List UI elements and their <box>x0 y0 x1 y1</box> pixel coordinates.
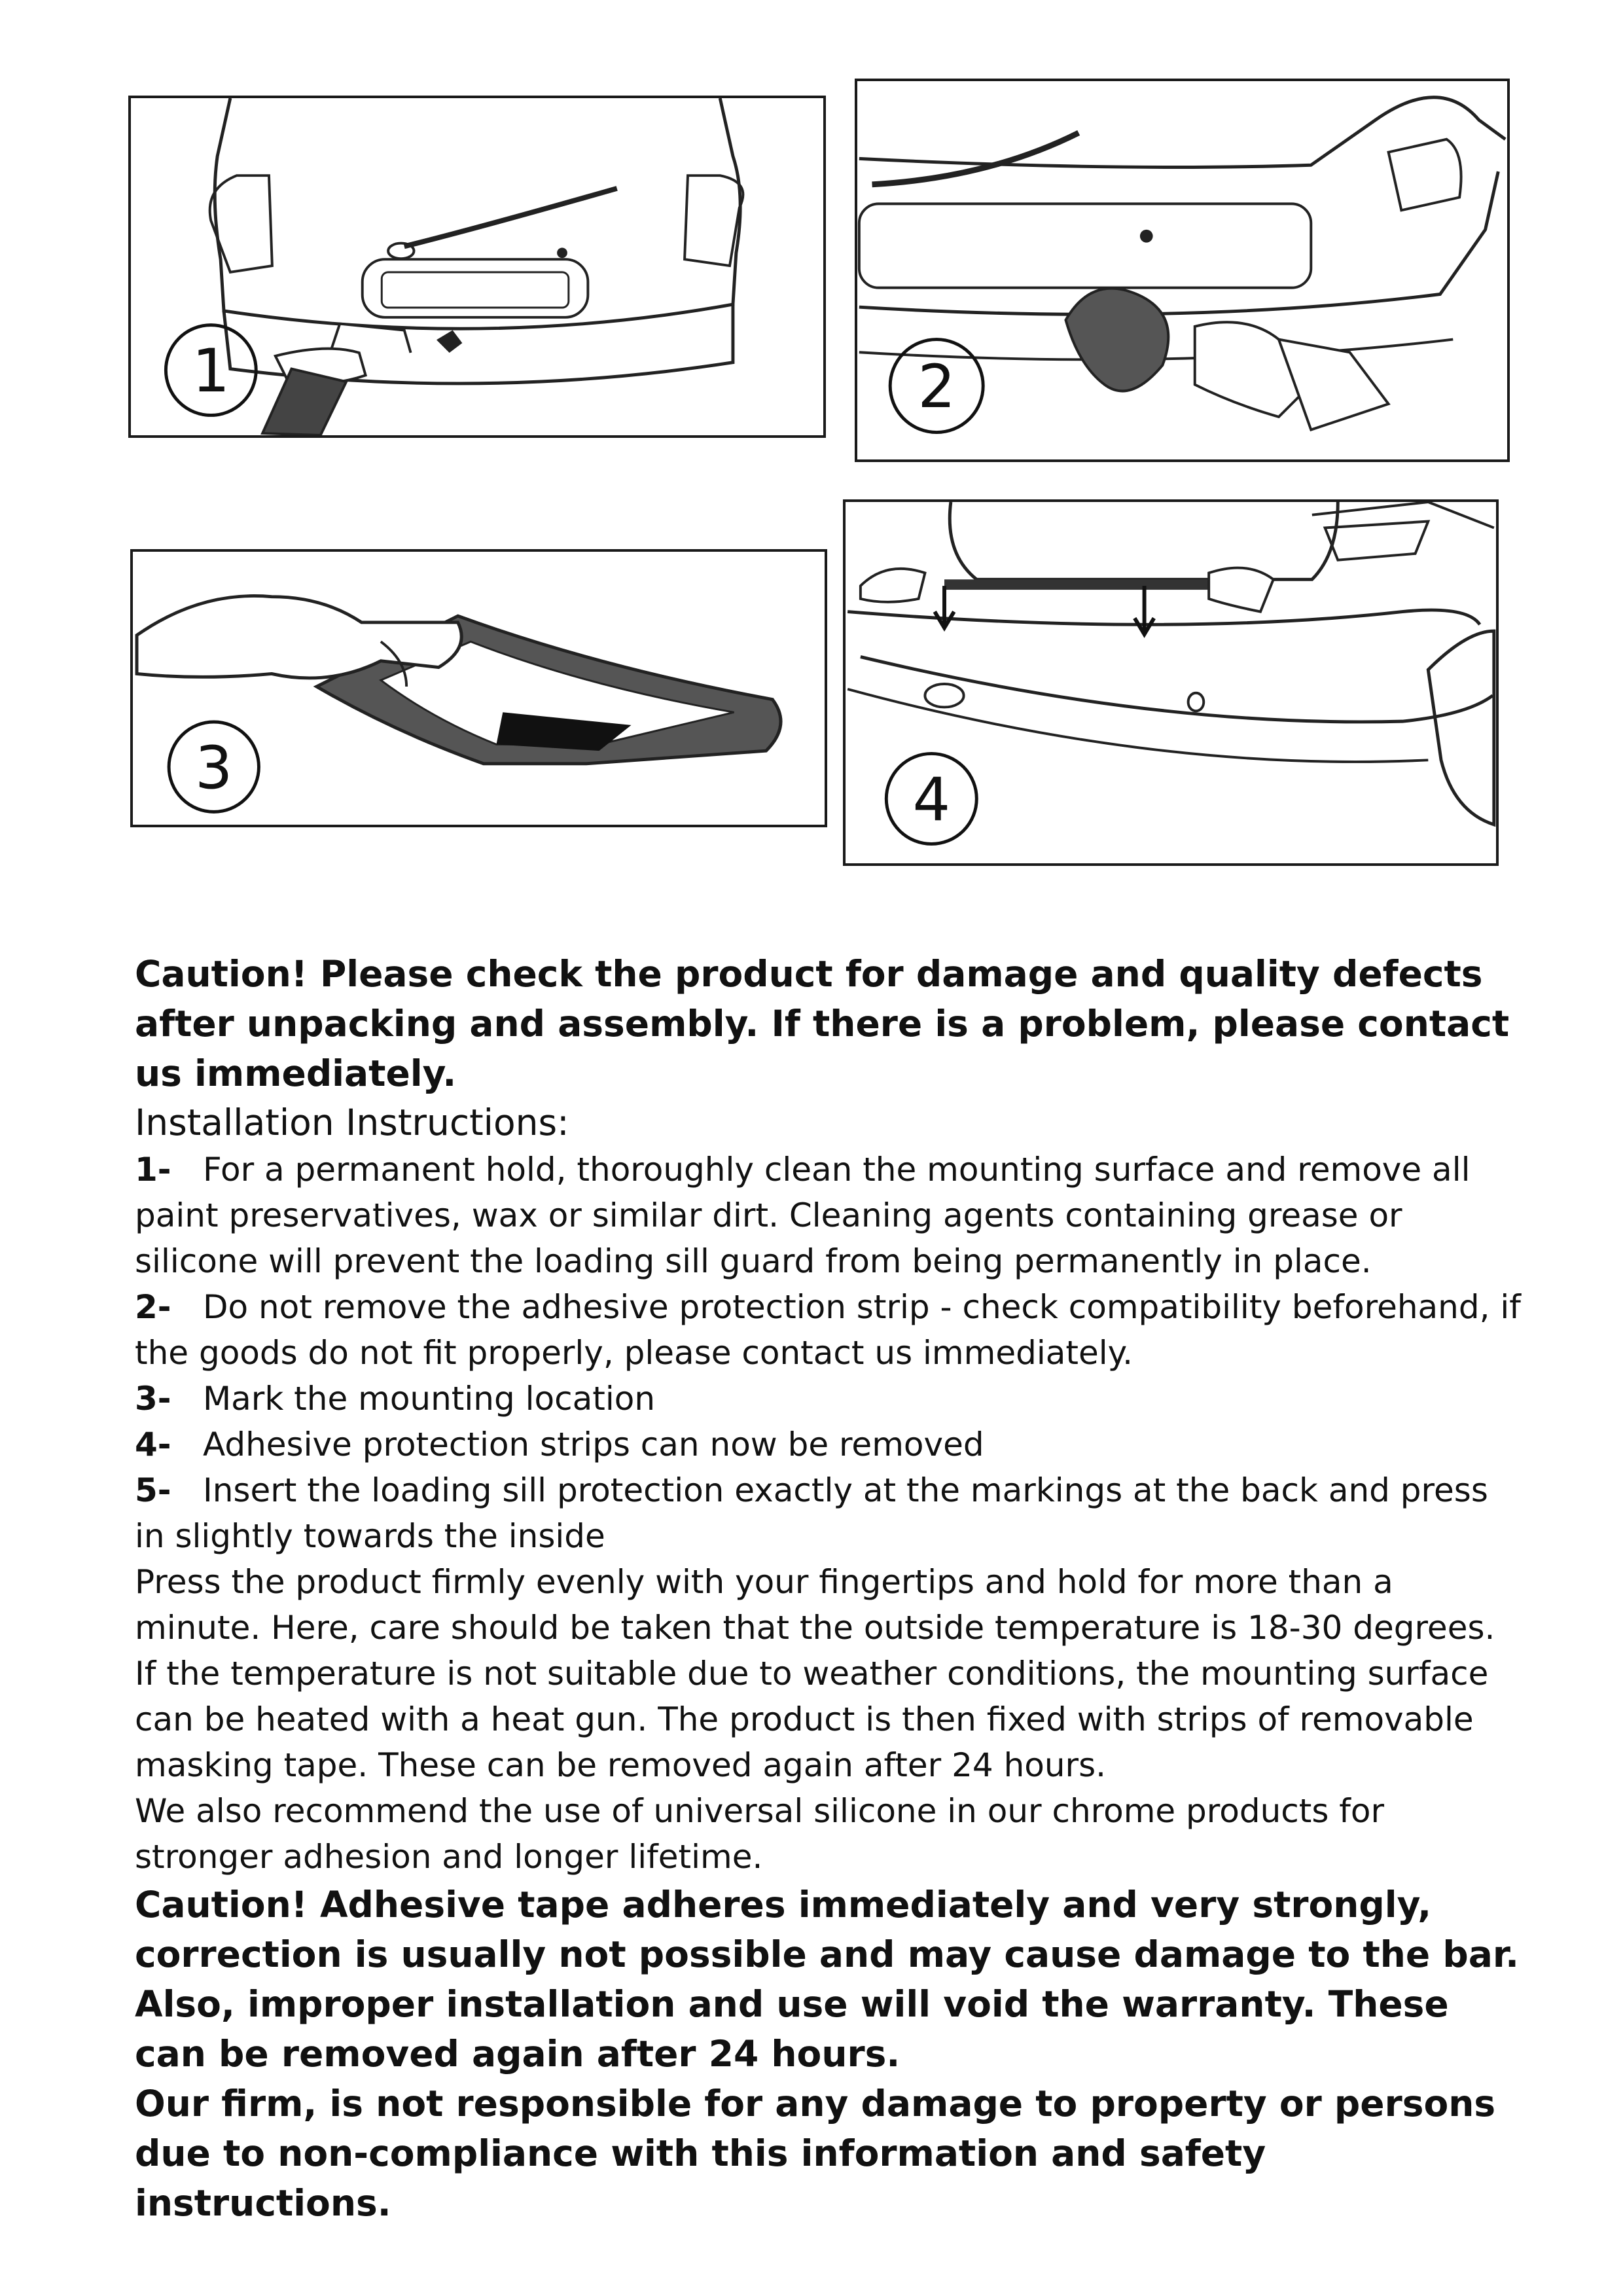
step-text: Do not remove the adhesive protection strip - check compatibility beforehand, if the goods do not fit properly, please contact us immediately. <box>135 1288 1521 1372</box>
silicone-recommendation: We also recommend the use of universal silicone in our chrome products for stronger adhesion and longer lifetime. <box>135 1792 1385 1876</box>
mounting-location-illustration <box>846 502 1496 863</box>
step-item-3 <box>135 1376 1522 1422</box>
figure-step-4 <box>843 499 1499 866</box>
instructions-heading: Installation Instructions: <box>135 1102 569 1143</box>
step-number-4: 4 <box>912 765 951 834</box>
caution-bottom: Caution! Adhesive tape adheres immediately and very strongly, correction is usually not possible and may cause damage to the bar. Also, improper installation and use will void the warranty. These can be removed again after 24 hours. <box>135 1884 1520 2075</box>
step-text: Insert the loading sill protection exactly at the markings at the back and press in slightly towards the inside <box>135 1471 1488 1555</box>
step-number: 3- <box>135 1380 171 1418</box>
step-text: Mark the mounting location <box>203 1380 656 1418</box>
car-rear-wiping-illustration <box>857 81 1507 459</box>
step-number-3: 3 <box>195 734 233 803</box>
caution-top: Caution! Please check the product for damage and quality defects after unpacking and assembly. If there is a problem, please contact us immediately. <box>135 953 1510 1094</box>
step-item-5 <box>135 1467 1522 1559</box>
step-number: 2- <box>135 1288 171 1326</box>
figure-step-1 <box>128 96 826 438</box>
step-number: 1- <box>135 1151 171 1189</box>
step-item-4 <box>135 1422 1522 1467</box>
instructions-text <box>135 949 1522 2228</box>
step-text: For a permanent hold, thoroughly clean the mounting surface and remove all paint preservatives, wax or similar dirt. Cleaning agents containing grease or silicone will prevent the loading sill guard from being permanently in place. <box>135 1151 1471 1280</box>
step-number-2: 2 <box>918 353 956 422</box>
disclaimer: Our firm, is not responsible for any damage to property or persons due to non-compliance with this information and safety instructions. <box>135 2083 1496 2224</box>
step-number-1: 1 <box>192 337 230 406</box>
step-text: Adhesive protection strips can now be removed <box>203 1426 984 1463</box>
car-rear-cleaning-illustration <box>131 98 823 435</box>
figure-step-2 <box>855 79 1510 462</box>
figure-step-3 <box>130 549 827 827</box>
step-number: 5- <box>135 1471 171 1509</box>
step-number: 4- <box>135 1426 171 1463</box>
step-item-2 <box>135 1284 1522 1376</box>
peeling-strip-illustration <box>133 552 825 825</box>
step-item-1 <box>135 1147 1522 1284</box>
press-instructions: Press the product firmly evenly with your fingertips and hold for more than a minute. Here, care should be taken that the outside temperature is 18-30 degrees. If the temperature is not suitable due to weather conditions, the mounting surface can be heated with a heat gun. The product is then fixed with strips of removable masking tape. These can be removed again after 24 hours. <box>135 1563 1495 1784</box>
